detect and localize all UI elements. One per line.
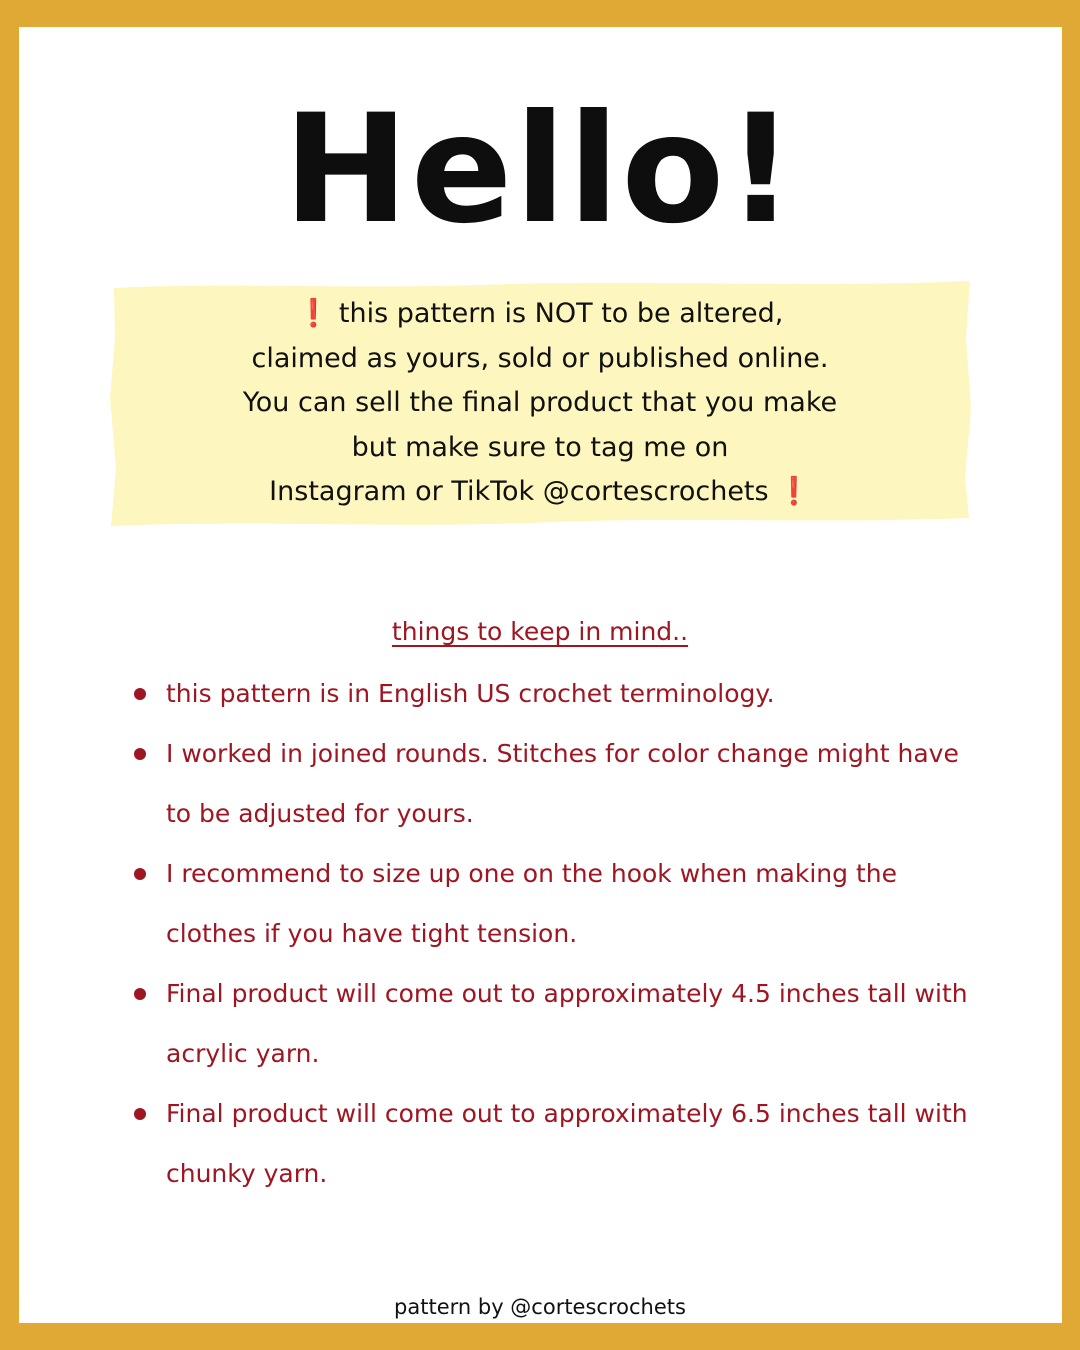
notice-line-5: Instagram or TikTok @cortescrochets ❗: [269, 476, 811, 507]
footer-credit: pattern by @cortescrochets: [394, 1295, 686, 1319]
notice-line-4: but make sure to tag me on: [351, 431, 729, 463]
exclamation-icon: ❗: [777, 476, 811, 507]
exclamation-icon: ❗: [296, 298, 331, 329]
notice-line-3: You can sell the final product that you make: [242, 387, 838, 418]
notice-line-2: claimed as yours, sold or published online.: [251, 342, 829, 374]
bullet-icon: [134, 988, 146, 1000]
bullet-icon: [134, 1108, 146, 1120]
list-item: this pattern is in English US crochet terminology.: [130, 664, 980, 724]
tips-list: [130, 664, 980, 1204]
list-item: I recommend to size up one on the hook when making the clothes if you have tight tension.: [130, 844, 980, 964]
bullet-icon: [134, 688, 146, 700]
list-item: Final product will come out to approximately 4.5 inches tall with acrylic yarn.: [130, 964, 980, 1084]
copyright-notice: [108, 292, 972, 515]
notice-line-1: ❗ this pattern is NOT to be altered,: [296, 298, 784, 329]
page-title: Hello!: [283, 83, 797, 257]
list-item: I worked in joined rounds. Stitches for color change might have to be adjusted for yours.: [130, 724, 980, 844]
list-item: Final product will come out to approximately 6.5 inches tall with chunky yarn.: [130, 1084, 980, 1204]
bullet-icon: [134, 868, 146, 880]
bullet-icon: [134, 748, 146, 760]
tips-heading: things to keep in mind..: [391, 617, 689, 646]
